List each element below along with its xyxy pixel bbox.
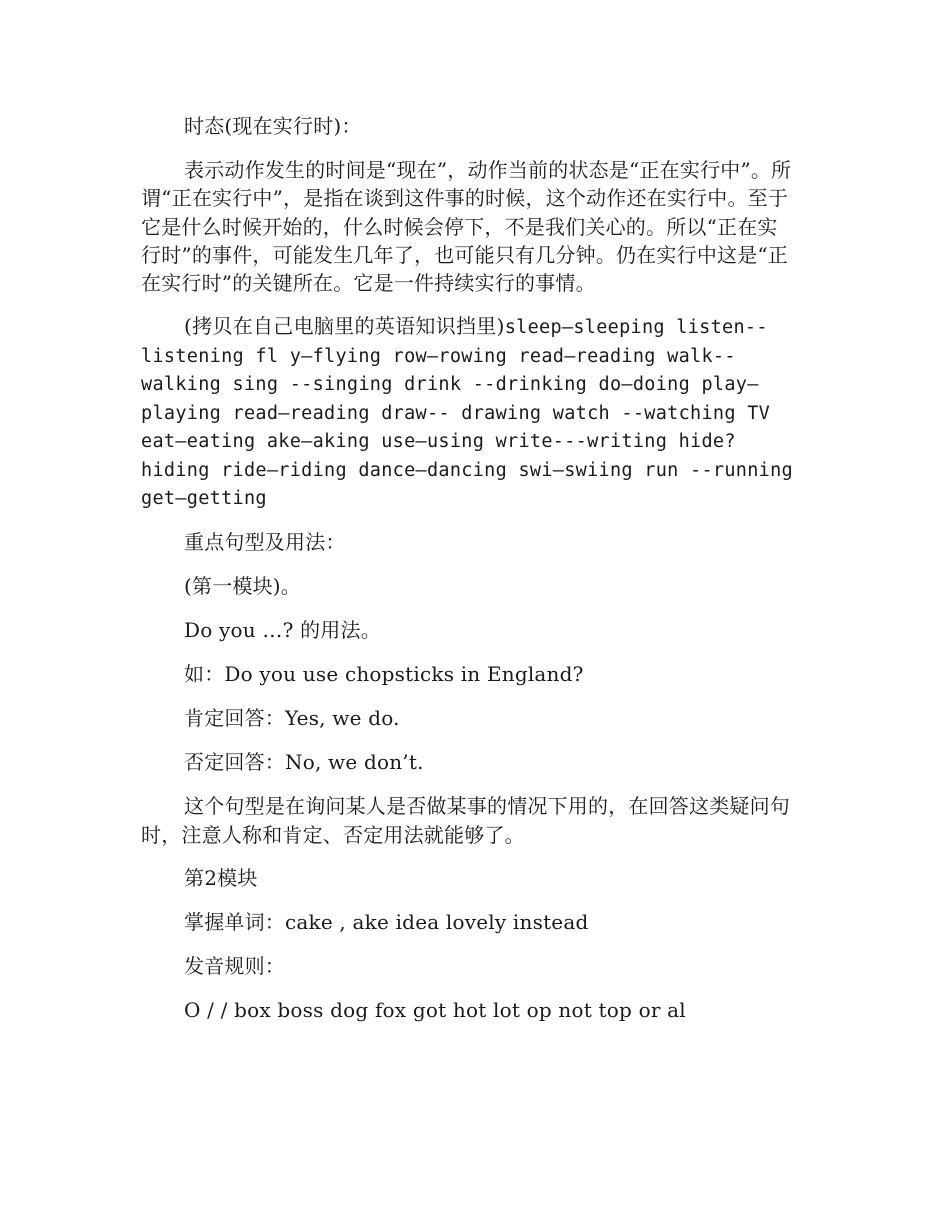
example-sentence: 如：Do you use chopsticks in England? — [184, 662, 584, 687]
module-2-heading: 第2模块 — [184, 865, 258, 890]
word-list: sleep—sleeping listen--listening fl y—flying row—rowing read—reading walk--walking sing --singing drink --drinking do—doing play—playing read—reading draw-- drawing watch --watching TV eat—eating ake—aking use—using write---writing hide?hiding ride—riding dance—dancing swi—swiing run --running get—getting — [141, 317, 793, 509]
pronunciation-rules-heading: 发音规则： — [184, 953, 285, 978]
do-you-usage: Do you …? 的用法。 — [184, 618, 381, 643]
word-list-lead: (拷贝在自己电脑里的英语知识挡里) — [184, 314, 505, 339]
tense-heading: 时态(现在实行时)： — [184, 114, 362, 138]
positive-answer: 肯定回答：Yes, we do. — [184, 706, 400, 731]
negative-answer: 否定回答：No, we don’t. — [184, 750, 424, 775]
word-list-paragraph — [141, 312, 796, 513]
pattern-explanation: 这个句型是在询问某人是否做某事的情况下用的，在回答这类疑问句时，注意人称和肯定、否定用法就能够了。 — [141, 794, 790, 847]
phonics-line: O / / box boss dog fox got hot lot op not top or al — [184, 997, 686, 1022]
document-body — [141, 112, 796, 1040]
vocabulary-line: 掌握单词：cake , ake idea lovely instead — [184, 909, 589, 934]
tense-definition: 表示动作发生的时间是“现在”，动作当前的状态是“正在实行中”。所谓“正在实行中”，是指在谈到这件事的时候，这个动作还在实行中。至于它是什么时候开始的，什么时候会停下，不是我们关心的。所以“正在实行时”的事件，可能发生几年了，也可能只有几分钟。仍在实行中这是“正在实行时”的关键所在。它是一件持续实行的事情。 — [141, 157, 792, 296]
key-patterns-heading: 重点句型及用法： — [184, 530, 346, 555]
module-1-heading: (第一模块)。 — [184, 574, 302, 599]
